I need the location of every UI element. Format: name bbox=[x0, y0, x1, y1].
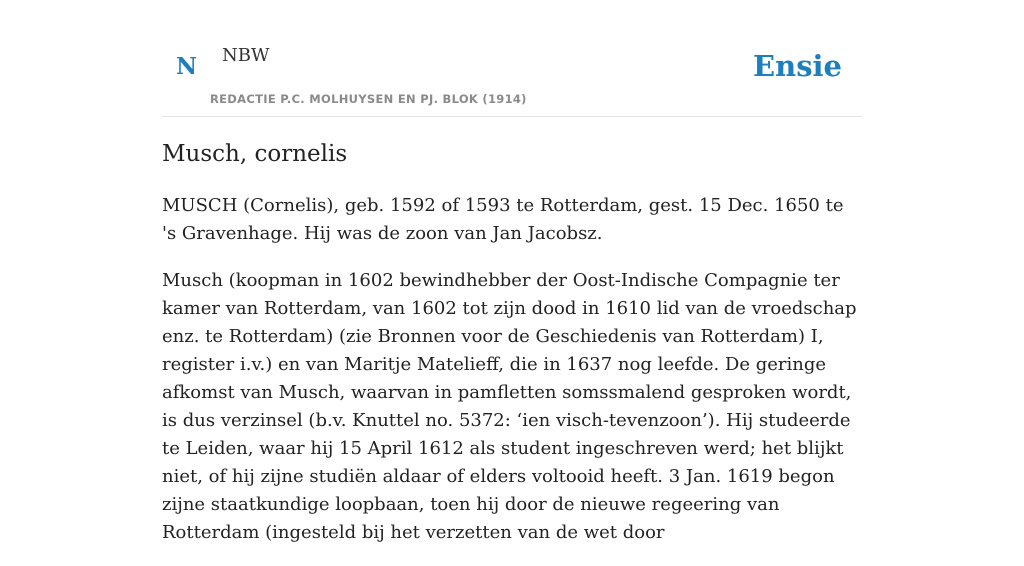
source-subtitle: REDACTIE P.C. MOLHUYSEN EN PJ. BLOK (1914) bbox=[210, 92, 527, 106]
header bbox=[162, 0, 862, 117]
article-title: Musch, cornelis bbox=[162, 141, 348, 167]
source-title[interactable]: NBW bbox=[222, 45, 270, 66]
source-logo-icon[interactable]: N bbox=[176, 53, 198, 80]
brand-logo[interactable]: Ensie bbox=[753, 49, 842, 83]
article bbox=[162, 138, 862, 566]
article-paragraph: MUSCH (Cornelis), geb. 1592 of 1593 te Rotterdam, gest. 15 Dec. 1650 te 's Gravenhage. Hij was de zoon van Jan Jacobsz. bbox=[162, 195, 844, 244]
article-paragraph: Musch (koopman in 1602 bewindhebber der Oost-Indische Compagnie ter kamer van Rotterdam, van 1602 tot zijn dood in 1610 lid van de vroedschap enz. te Rotterdam) (zie Bronnen voor de Geschiedenis van Rotterdam) I, register i.v.) en van Maritje Matelieff, die in 1637 nog leefde. De geringe afkomst van Musch, waarvan in pamfletten somssmalend gesproken wordt, is dus verzinsel (b.v. Knuttel no. 5372: ‘ien visch-tevenzoon’). Hij studeerde te Leiden, waar hij 15 April 1612 als student ingeschreven werd; het blijkt niet, of hij zijne studiën aldaar of elders voltooid heeft. 3 Jan. 1619 begon zijne staatkundige loopbaan, toen hij door de nieuwe regeering van Rotterdam (ingesteld bij het verzetten van de wet door bbox=[162, 270, 857, 543]
